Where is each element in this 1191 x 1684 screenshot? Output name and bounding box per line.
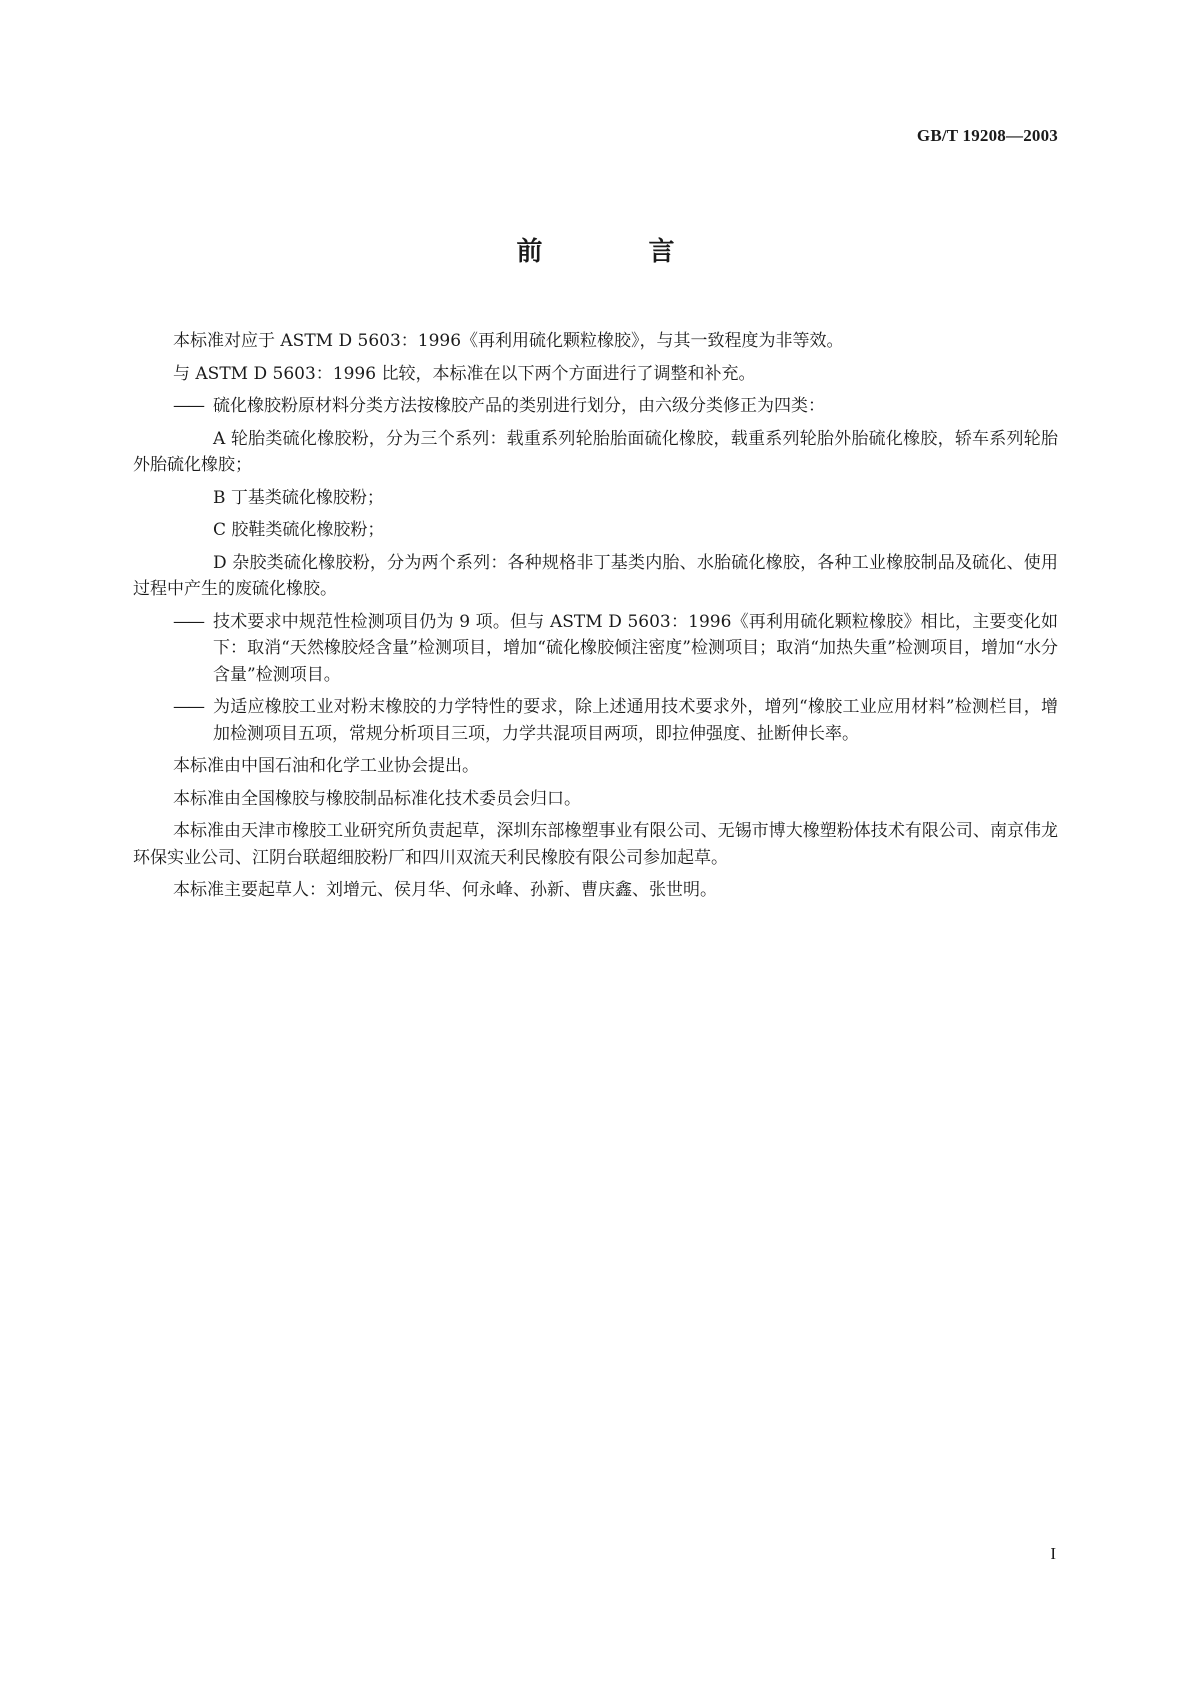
paragraph-correspondence: 本标准对应于 ASTM D 5603：1996《再利用硫化颗粒橡胶》，与其一致程度为非等效。 xyxy=(173,331,844,351)
change-item-text: 为适应橡胶工业对粉末橡胶的力学特性的要求，除上述通用技术要求外，增列“橡胶工业应用材料”检测栏目，增加检测项目五项，常规分析项目三项，力学共混项目两项，即拉伸强度、扯断伸长率。 xyxy=(213,697,1058,744)
dash-marker: —— xyxy=(173,697,203,717)
category-c: C 胶鞋类硫化橡胶粉； xyxy=(213,520,385,540)
dash-marker: —— xyxy=(173,611,203,632)
category-b: B 丁基类硫化橡胶粉； xyxy=(213,487,384,508)
standard-code: GB/T 19208—2003 xyxy=(916,126,1058,145)
category-a: A 轮胎类硫化橡胶粉，分为三个系列：载重系列轮胎胎面硫化橡胶，载重系列轮胎外胎硫化橡胶，轿车系列轮胎外胎硫化橡胶； xyxy=(133,428,1058,475)
page-number: I xyxy=(1050,1544,1056,1563)
paragraph-comparison: 与 ASTM D 5603：1996 比较，本标准在以下两个方面进行了调整和补充。 xyxy=(173,363,756,384)
change-item-classification xyxy=(133,393,1058,420)
change-item-text: 技术要求中规范性检测项目仍为 9 项。但与 ASTM D 5603：1996《再利用硫化颗粒橡胶》相比，主要变化如下：取消“天然橡胶烃含量”检测项目，增加“硫化橡胶倾注密度”检测项目；取消“加热失重”检测项目，增加“水分含量”检测项目。 xyxy=(213,611,1058,685)
foreword-body xyxy=(133,328,1058,904)
paragraph-drafting-orgs: 本标准由天津市橡胶工业研究所负责起草，深圳东部橡塑事业有限公司、无锡市博大橡塑粉体技术有限公司、南京伟龙环保实业公司、江阴台联超细胶粉厂和四川双流天利民橡胶有限公司参加起草。 xyxy=(133,821,1058,868)
dash-marker: —— xyxy=(173,396,203,416)
change-item-mechanical xyxy=(133,694,1058,747)
paragraph-proposer: 本标准由中国石油和化学工业协会提出。 xyxy=(173,756,479,776)
change-item-test-items xyxy=(133,609,1058,689)
paragraph-drafters: 本标准主要起草人：刘增元、侯月华、何永峰、孙新、曹庆鑫、张世明。 xyxy=(173,880,717,900)
change-item-text: 硫化橡胶粉原材料分类方法按橡胶产品的类别进行划分，由六级分类修正为四类： xyxy=(213,396,825,416)
category-d: D 杂胶类硫化橡胶粉，分为两个系列：各种规格非丁基类内胎、水胎硫化橡胶，各种工业橡胶制品及硫化、使用过程中产生的废硫化橡胶。 xyxy=(133,552,1058,599)
paragraph-committee: 本标准由全国橡胶与橡胶制品标准化技术委员会归口。 xyxy=(173,788,581,809)
page-title: 前 言 xyxy=(516,237,715,267)
